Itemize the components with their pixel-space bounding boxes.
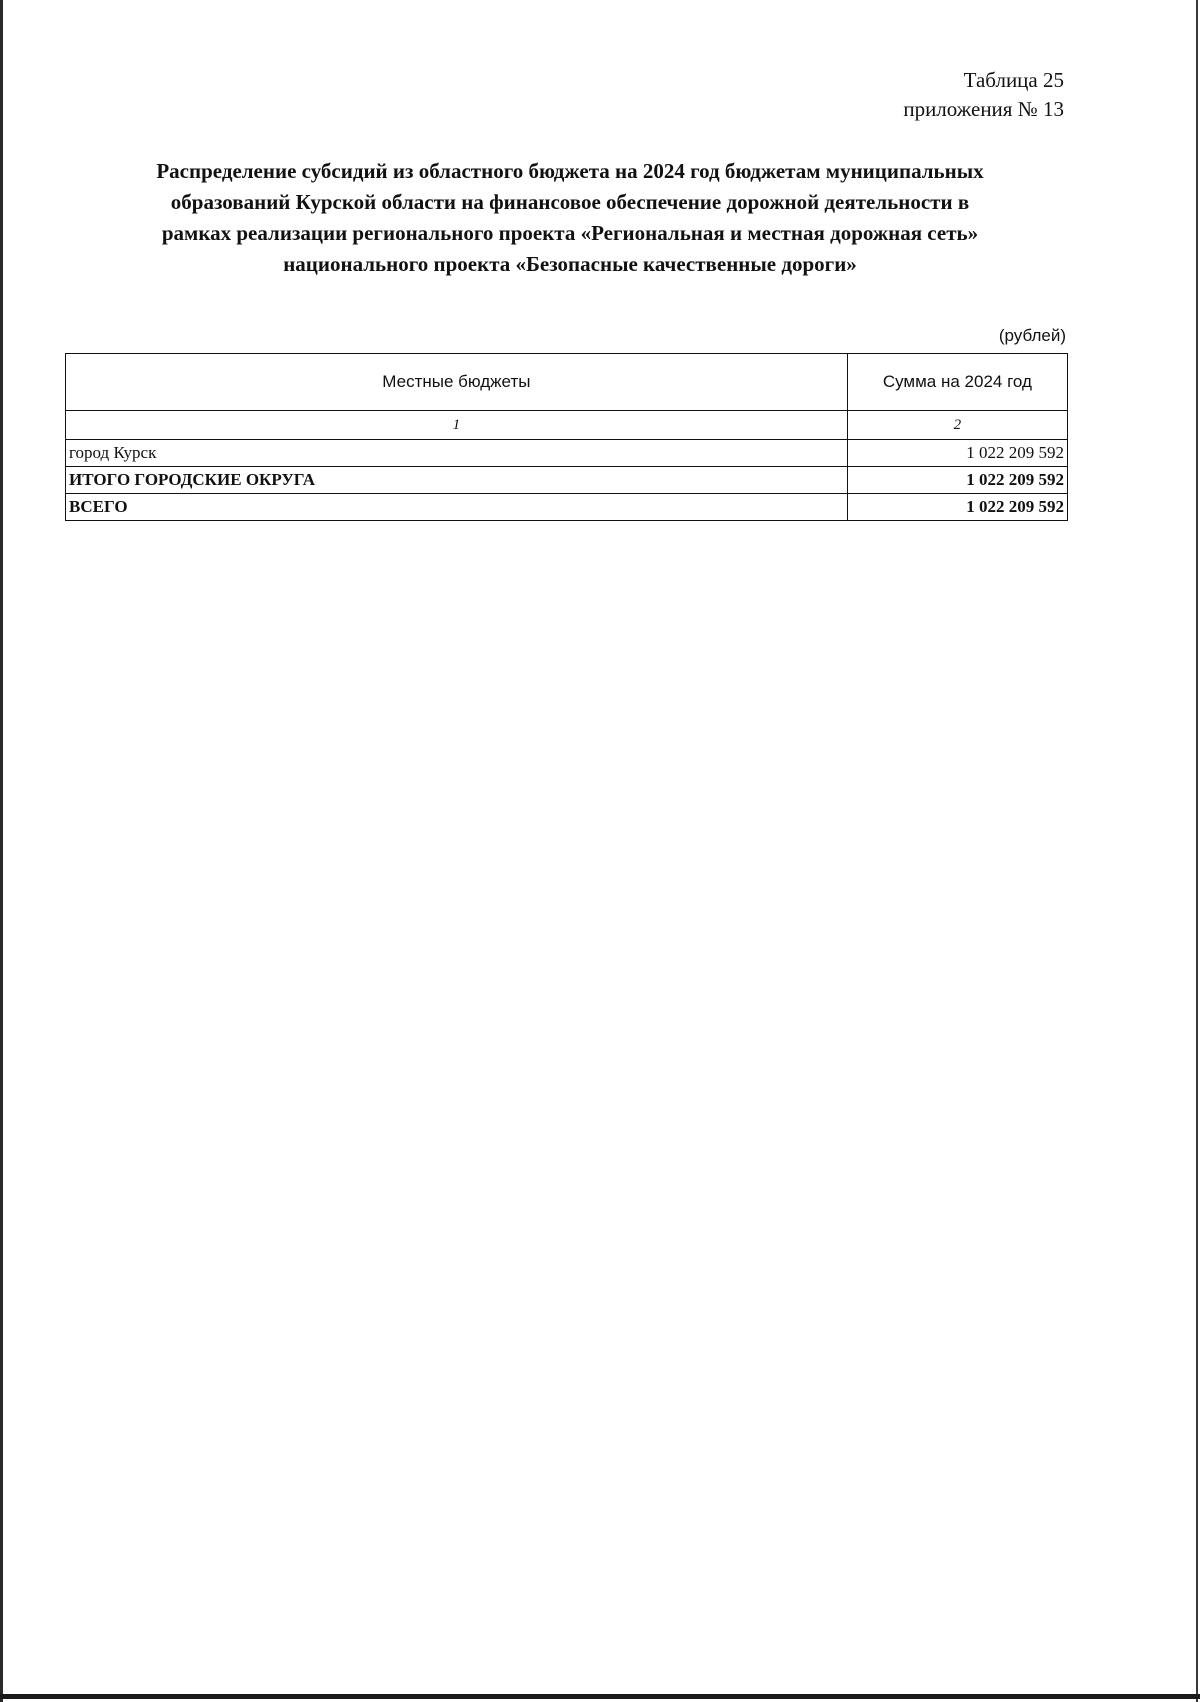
- table-reference: [903, 66, 1064, 124]
- column-header-local-budgets: Местные бюджеты: [66, 354, 848, 411]
- table-row-subtotal: [66, 467, 1068, 494]
- title-line-3: рамках реализации регионального проекта «Региональная и местная дорожная сеть»: [161, 221, 979, 245]
- row-amount: 1 022 209 592: [847, 494, 1067, 521]
- title-line-2: образований Курской области на финансовое обеспечение дорожной деятельности в: [170, 190, 970, 214]
- title-line-1: Распределение субсидий из областного бюджета на 2024 год бюджетам муниципальных: [156, 159, 984, 183]
- table-row: [66, 440, 1068, 467]
- table-row-total: [66, 494, 1068, 521]
- column-header-amount: Сумма на 2024 год: [847, 354, 1067, 411]
- row-name: ИТОГО ГОРОДСКИЕ ОКРУГА: [66, 467, 848, 494]
- title-line-4: национального проекта «Безопасные качественные дороги»: [283, 252, 857, 276]
- appendix-number: приложения № 13: [903, 97, 1064, 121]
- table-header-row: [66, 354, 1068, 411]
- row-amount: 1 022 209 592: [847, 467, 1067, 494]
- subsidy-table: [65, 353, 1068, 521]
- scan-edge-bottom: [0, 1694, 1200, 1699]
- document-title: [70, 156, 1070, 280]
- column-number-1: 1: [66, 411, 848, 440]
- column-number-row: [66, 411, 1068, 440]
- scan-edge-right: [1196, 0, 1198, 1702]
- row-name: ВСЕГО: [66, 494, 848, 521]
- unit-label: (рублей): [998, 326, 1066, 345]
- table-number: Таблица 25: [963, 68, 1064, 92]
- row-name: город Курск: [66, 440, 848, 467]
- row-amount: 1 022 209 592: [847, 440, 1067, 467]
- column-number-2: 2: [847, 411, 1067, 440]
- scan-edge-left: [0, 0, 3, 1702]
